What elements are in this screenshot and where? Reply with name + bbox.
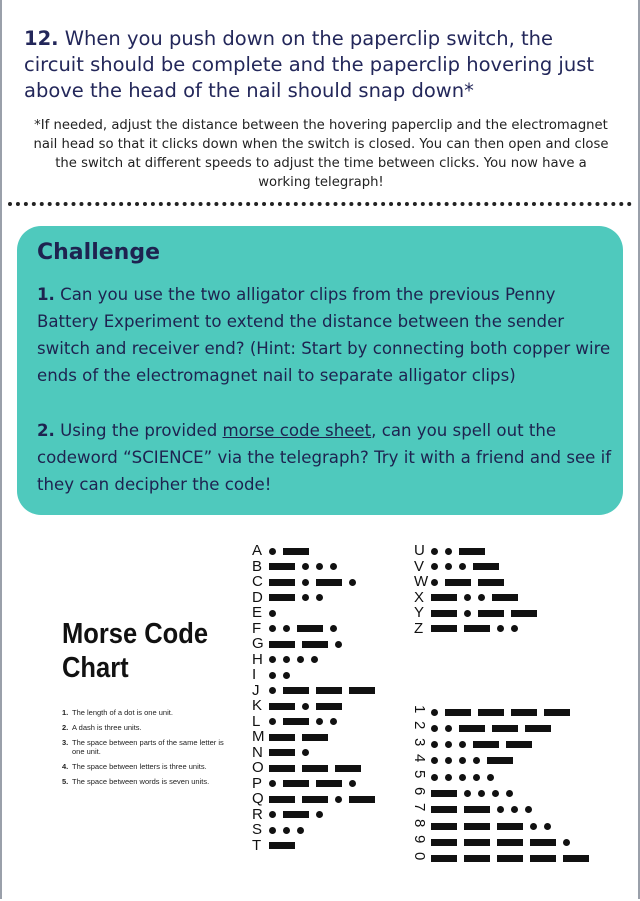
morse-dash bbox=[431, 855, 457, 862]
morse-char: L bbox=[252, 712, 261, 730]
morse-rule bbox=[62, 777, 234, 786]
morse-symbols bbox=[431, 754, 520, 768]
morse-dot bbox=[445, 757, 452, 764]
morse-dash bbox=[563, 855, 589, 862]
morse-dot bbox=[297, 656, 304, 663]
morse-dash bbox=[269, 796, 295, 803]
morse-dot bbox=[445, 548, 452, 555]
morse-dash bbox=[459, 548, 485, 555]
morse-dot bbox=[445, 725, 452, 732]
morse-dot bbox=[316, 594, 323, 601]
morse-dash bbox=[459, 725, 485, 732]
challenge-item-1-number: 1. bbox=[37, 285, 55, 304]
morse-dash bbox=[497, 839, 523, 846]
morse-dot bbox=[511, 806, 518, 813]
morse-dash bbox=[431, 594, 457, 601]
morse-dot bbox=[330, 625, 337, 632]
morse-char: X bbox=[414, 588, 425, 606]
morse-symbols bbox=[269, 808, 330, 822]
morse-dash bbox=[302, 641, 328, 648]
morse-dash bbox=[478, 579, 504, 586]
challenge-item-2-number: 2. bbox=[37, 421, 55, 440]
morse-char: 6 bbox=[411, 786, 428, 795]
morse-dot bbox=[302, 703, 309, 710]
morse-dash bbox=[283, 718, 309, 725]
morse-char: M bbox=[252, 728, 265, 745]
morse-dash bbox=[297, 625, 323, 632]
morse-dot bbox=[297, 827, 304, 834]
morse-dot bbox=[478, 790, 485, 797]
morse-dot bbox=[302, 563, 309, 570]
challenge-item-2-pre: Using the provided bbox=[60, 421, 223, 440]
morse-dash bbox=[506, 741, 532, 748]
morse-dot bbox=[302, 749, 309, 756]
morse-dot bbox=[269, 610, 276, 617]
challenge-box bbox=[17, 226, 623, 515]
morse-dot bbox=[544, 823, 551, 830]
morse-dot bbox=[269, 625, 276, 632]
morse-dot bbox=[431, 548, 438, 555]
morse-dot bbox=[316, 563, 323, 570]
morse-dot bbox=[269, 656, 276, 663]
morse-char: 7 bbox=[411, 802, 428, 812]
morse-dash bbox=[478, 709, 504, 716]
morse-dot bbox=[269, 780, 276, 787]
morse-symbols bbox=[269, 637, 349, 651]
morse-symbols bbox=[431, 560, 506, 574]
morse-char: 8 bbox=[411, 819, 428, 828]
morse-dash bbox=[492, 594, 518, 601]
morse-dot bbox=[283, 656, 290, 663]
morse-dot bbox=[335, 641, 342, 648]
morse-dot bbox=[431, 725, 438, 732]
morse-dot bbox=[283, 827, 290, 834]
morse-dash bbox=[283, 780, 309, 787]
morse-dash bbox=[269, 579, 295, 586]
morse-char: I bbox=[252, 666, 257, 683]
morse-dash bbox=[487, 757, 513, 764]
morse-dot bbox=[269, 811, 276, 818]
morse-dash bbox=[302, 765, 328, 772]
morse-dot bbox=[464, 594, 471, 601]
morse-dot bbox=[473, 757, 480, 764]
morse-symbols bbox=[269, 699, 349, 713]
morse-dot bbox=[497, 625, 504, 632]
morse-dash bbox=[269, 842, 295, 849]
morse-char: 3 bbox=[411, 737, 428, 746]
morse-dash bbox=[511, 610, 537, 617]
morse-char: 4 bbox=[411, 753, 428, 763]
morse-dot bbox=[445, 563, 452, 570]
step-12 bbox=[24, 26, 614, 104]
morse-symbols bbox=[431, 819, 558, 833]
morse-dash bbox=[445, 579, 471, 586]
rule-text: A dash is three units. bbox=[72, 723, 142, 732]
morse-dot bbox=[349, 780, 356, 787]
morse-dot bbox=[487, 774, 494, 781]
morse-dot bbox=[459, 563, 466, 570]
morse-char: P bbox=[252, 774, 263, 792]
rule-number: 3. bbox=[62, 738, 69, 747]
morse-dash bbox=[445, 709, 471, 716]
morse-symbols bbox=[431, 803, 539, 817]
morse-char: D bbox=[252, 588, 263, 606]
morse-dot bbox=[431, 757, 438, 764]
morse-dash bbox=[464, 839, 490, 846]
rule-text: The space between words is seven units. bbox=[72, 777, 210, 786]
morse-dash bbox=[269, 765, 295, 772]
rule-text: The space between letters is three units. bbox=[72, 762, 207, 771]
morse-symbols bbox=[431, 770, 501, 784]
morse-dash bbox=[473, 741, 499, 748]
morse-char: A bbox=[252, 542, 263, 559]
morse-dot bbox=[492, 790, 499, 797]
morse-dash bbox=[511, 709, 537, 716]
morse-dash bbox=[544, 709, 570, 716]
morse-dash bbox=[283, 548, 309, 555]
rule-number: 1. bbox=[62, 708, 69, 717]
morse-title-line-2: Chart bbox=[62, 652, 129, 684]
morse-dash bbox=[269, 749, 295, 756]
morse-dot bbox=[431, 709, 438, 716]
morse-symbols bbox=[269, 730, 335, 744]
morse-dot bbox=[431, 774, 438, 781]
morse-dot bbox=[459, 757, 466, 764]
morse-dot bbox=[445, 774, 452, 781]
morse-dash bbox=[302, 734, 328, 741]
morse-dash bbox=[464, 855, 490, 862]
morse-symbols bbox=[269, 653, 325, 667]
morse-char: B bbox=[252, 557, 263, 575]
morse-char: H bbox=[252, 650, 263, 668]
morse-rule bbox=[62, 762, 234, 771]
morse-dash bbox=[269, 703, 295, 710]
morse-char: S bbox=[252, 821, 263, 838]
morse-dot bbox=[431, 563, 438, 570]
morse-dot bbox=[269, 827, 276, 834]
morse-title-line-1: Morse Code bbox=[62, 618, 209, 650]
morse-symbols bbox=[431, 606, 544, 620]
morse-code-sheet-link[interactable]: morse code sheet bbox=[222, 421, 372, 440]
morse-dash bbox=[269, 563, 295, 570]
morse-dash bbox=[269, 641, 295, 648]
morse-rules-list bbox=[62, 708, 234, 792]
morse-dash bbox=[302, 796, 328, 803]
rule-number: 5. bbox=[62, 777, 69, 786]
morse-symbols bbox=[269, 684, 382, 698]
morse-dash bbox=[349, 796, 375, 803]
morse-dash bbox=[464, 625, 490, 632]
step-text: When you push down on the paperclip switch, the circuit should be complete and the paperclip hovering just above the head of the nail should snap down* bbox=[24, 27, 595, 102]
morse-char: Q bbox=[252, 790, 264, 807]
morse-symbols bbox=[431, 705, 577, 719]
morse-dot bbox=[459, 774, 466, 781]
morse-dash bbox=[335, 765, 361, 772]
morse-chart-title bbox=[62, 617, 238, 685]
morse-rule bbox=[62, 708, 234, 717]
morse-dash bbox=[431, 790, 457, 797]
morse-char: 1 bbox=[411, 705, 428, 714]
morse-dot bbox=[511, 625, 518, 632]
morse-symbols bbox=[431, 622, 525, 636]
morse-dash bbox=[431, 823, 457, 830]
morse-dash bbox=[269, 594, 295, 601]
morse-char: C bbox=[252, 573, 263, 590]
morse-dot bbox=[473, 774, 480, 781]
morse-dash bbox=[431, 625, 457, 632]
morse-dash bbox=[464, 823, 490, 830]
morse-dash bbox=[525, 725, 551, 732]
morse-symbols bbox=[269, 606, 283, 620]
morse-symbols bbox=[269, 544, 316, 558]
morse-char: O bbox=[252, 759, 264, 776]
morse-symbols bbox=[431, 852, 596, 866]
morse-dot bbox=[311, 656, 318, 663]
challenge-title: Challenge bbox=[37, 240, 160, 265]
morse-symbols bbox=[269, 622, 344, 636]
morse-dot bbox=[330, 718, 337, 725]
rule-number: 4. bbox=[62, 762, 69, 771]
morse-dot bbox=[445, 741, 452, 748]
morse-char: 2 bbox=[411, 721, 428, 730]
morse-dash bbox=[492, 725, 518, 732]
morse-dash bbox=[283, 811, 309, 818]
morse-dot bbox=[269, 687, 276, 694]
morse-char: 5 bbox=[411, 770, 428, 779]
morse-dash bbox=[349, 687, 375, 694]
morse-symbols bbox=[431, 721, 558, 735]
morse-char: U bbox=[414, 542, 425, 559]
morse-dash bbox=[530, 855, 556, 862]
morse-char: T bbox=[252, 836, 262, 854]
morse-dash bbox=[316, 579, 342, 586]
step-number: 12. bbox=[24, 27, 59, 50]
morse-dot bbox=[459, 741, 466, 748]
morse-dot bbox=[316, 718, 323, 725]
morse-dot bbox=[302, 594, 309, 601]
morse-dot bbox=[525, 806, 532, 813]
morse-char: F bbox=[252, 619, 262, 637]
rule-number: 2. bbox=[62, 723, 69, 732]
morse-dot bbox=[316, 811, 323, 818]
morse-symbols bbox=[269, 746, 316, 760]
morse-symbols bbox=[269, 823, 311, 837]
morse-symbols bbox=[269, 575, 363, 589]
morse-symbols bbox=[431, 591, 525, 605]
morse-symbols bbox=[269, 668, 297, 682]
morse-dot bbox=[269, 548, 276, 555]
morse-dot bbox=[506, 790, 513, 797]
morse-dot bbox=[464, 790, 471, 797]
morse-dash bbox=[530, 839, 556, 846]
morse-char: V bbox=[414, 557, 425, 575]
rule-text: The space between parts of the same letter is one unit. bbox=[72, 738, 224, 756]
morse-dash bbox=[431, 610, 457, 617]
morse-dot bbox=[349, 579, 356, 586]
morse-symbols bbox=[431, 835, 577, 849]
morse-char: Y bbox=[414, 604, 425, 621]
morse-symbols bbox=[431, 787, 520, 801]
morse-dot bbox=[302, 579, 309, 586]
morse-dot bbox=[497, 806, 504, 813]
morse-symbols bbox=[269, 560, 344, 574]
morse-dot bbox=[431, 579, 438, 586]
morse-rule bbox=[62, 723, 234, 732]
morse-char: Z bbox=[414, 619, 424, 637]
step-note: *If needed, adjust the distance between the hovering paperclip and the electromagnet nail head so that it clicks down when the switch is closed. You can then open and close the switch at different speeds to adjust the time between clicks. You now have a working telegraph! bbox=[33, 118, 609, 190]
morse-dash bbox=[431, 839, 457, 846]
morse-symbols bbox=[431, 575, 511, 589]
morse-dash bbox=[283, 687, 309, 694]
morse-char: 0 bbox=[411, 851, 428, 861]
morse-dash bbox=[478, 610, 504, 617]
challenge-item-1 bbox=[37, 281, 617, 389]
morse-symbols bbox=[431, 738, 539, 752]
morse-char: 9 bbox=[411, 835, 428, 844]
morse-symbols bbox=[269, 839, 302, 853]
morse-char: E bbox=[252, 604, 263, 621]
morse-symbols bbox=[269, 761, 368, 775]
dotted-divider bbox=[8, 202, 632, 206]
morse-dot bbox=[563, 839, 570, 846]
morse-rule bbox=[62, 738, 234, 756]
morse-dash bbox=[431, 806, 457, 813]
morse-char: N bbox=[252, 743, 263, 761]
morse-dot bbox=[478, 594, 485, 601]
morse-dash bbox=[316, 780, 342, 787]
morse-dash bbox=[316, 703, 342, 710]
morse-symbols bbox=[269, 777, 363, 791]
morse-char: J bbox=[252, 681, 260, 699]
morse-dot bbox=[431, 741, 438, 748]
morse-symbols bbox=[431, 544, 492, 558]
rule-text: The length of a dot is one unit. bbox=[72, 708, 173, 717]
morse-dot bbox=[283, 672, 290, 679]
morse-dash bbox=[497, 823, 523, 830]
morse-char: W bbox=[414, 573, 429, 590]
morse-dot bbox=[269, 672, 276, 679]
challenge-item-2 bbox=[37, 417, 617, 498]
morse-symbols bbox=[269, 715, 344, 729]
morse-dash bbox=[316, 687, 342, 694]
morse-symbols bbox=[269, 792, 382, 806]
morse-dot bbox=[330, 563, 337, 570]
morse-char: R bbox=[252, 805, 263, 823]
morse-dot bbox=[335, 796, 342, 803]
morse-dash bbox=[464, 806, 490, 813]
morse-char: K bbox=[252, 697, 263, 714]
morse-char: G bbox=[252, 635, 264, 652]
morse-dash bbox=[497, 855, 523, 862]
challenge-item-1-text: Can you use the two alligator clips from the previous Penny Battery Experiment to extend the distance between the sender switch and receiver end? (Hint: Start by connecting both copper wire ends of the electromagnet nail to separate alligator clips) bbox=[37, 285, 611, 385]
morse-dot bbox=[530, 823, 537, 830]
morse-dash bbox=[269, 734, 295, 741]
morse-dot bbox=[283, 625, 290, 632]
morse-dot bbox=[464, 610, 471, 617]
morse-dot bbox=[269, 718, 276, 725]
morse-symbols bbox=[269, 591, 330, 605]
challenge-item-2-post: , can you spell out the codeword “SCIENCE” via the telegraph? Try it with a friend and see if they can decipher the code! bbox=[37, 421, 612, 494]
morse-dash bbox=[473, 563, 499, 570]
